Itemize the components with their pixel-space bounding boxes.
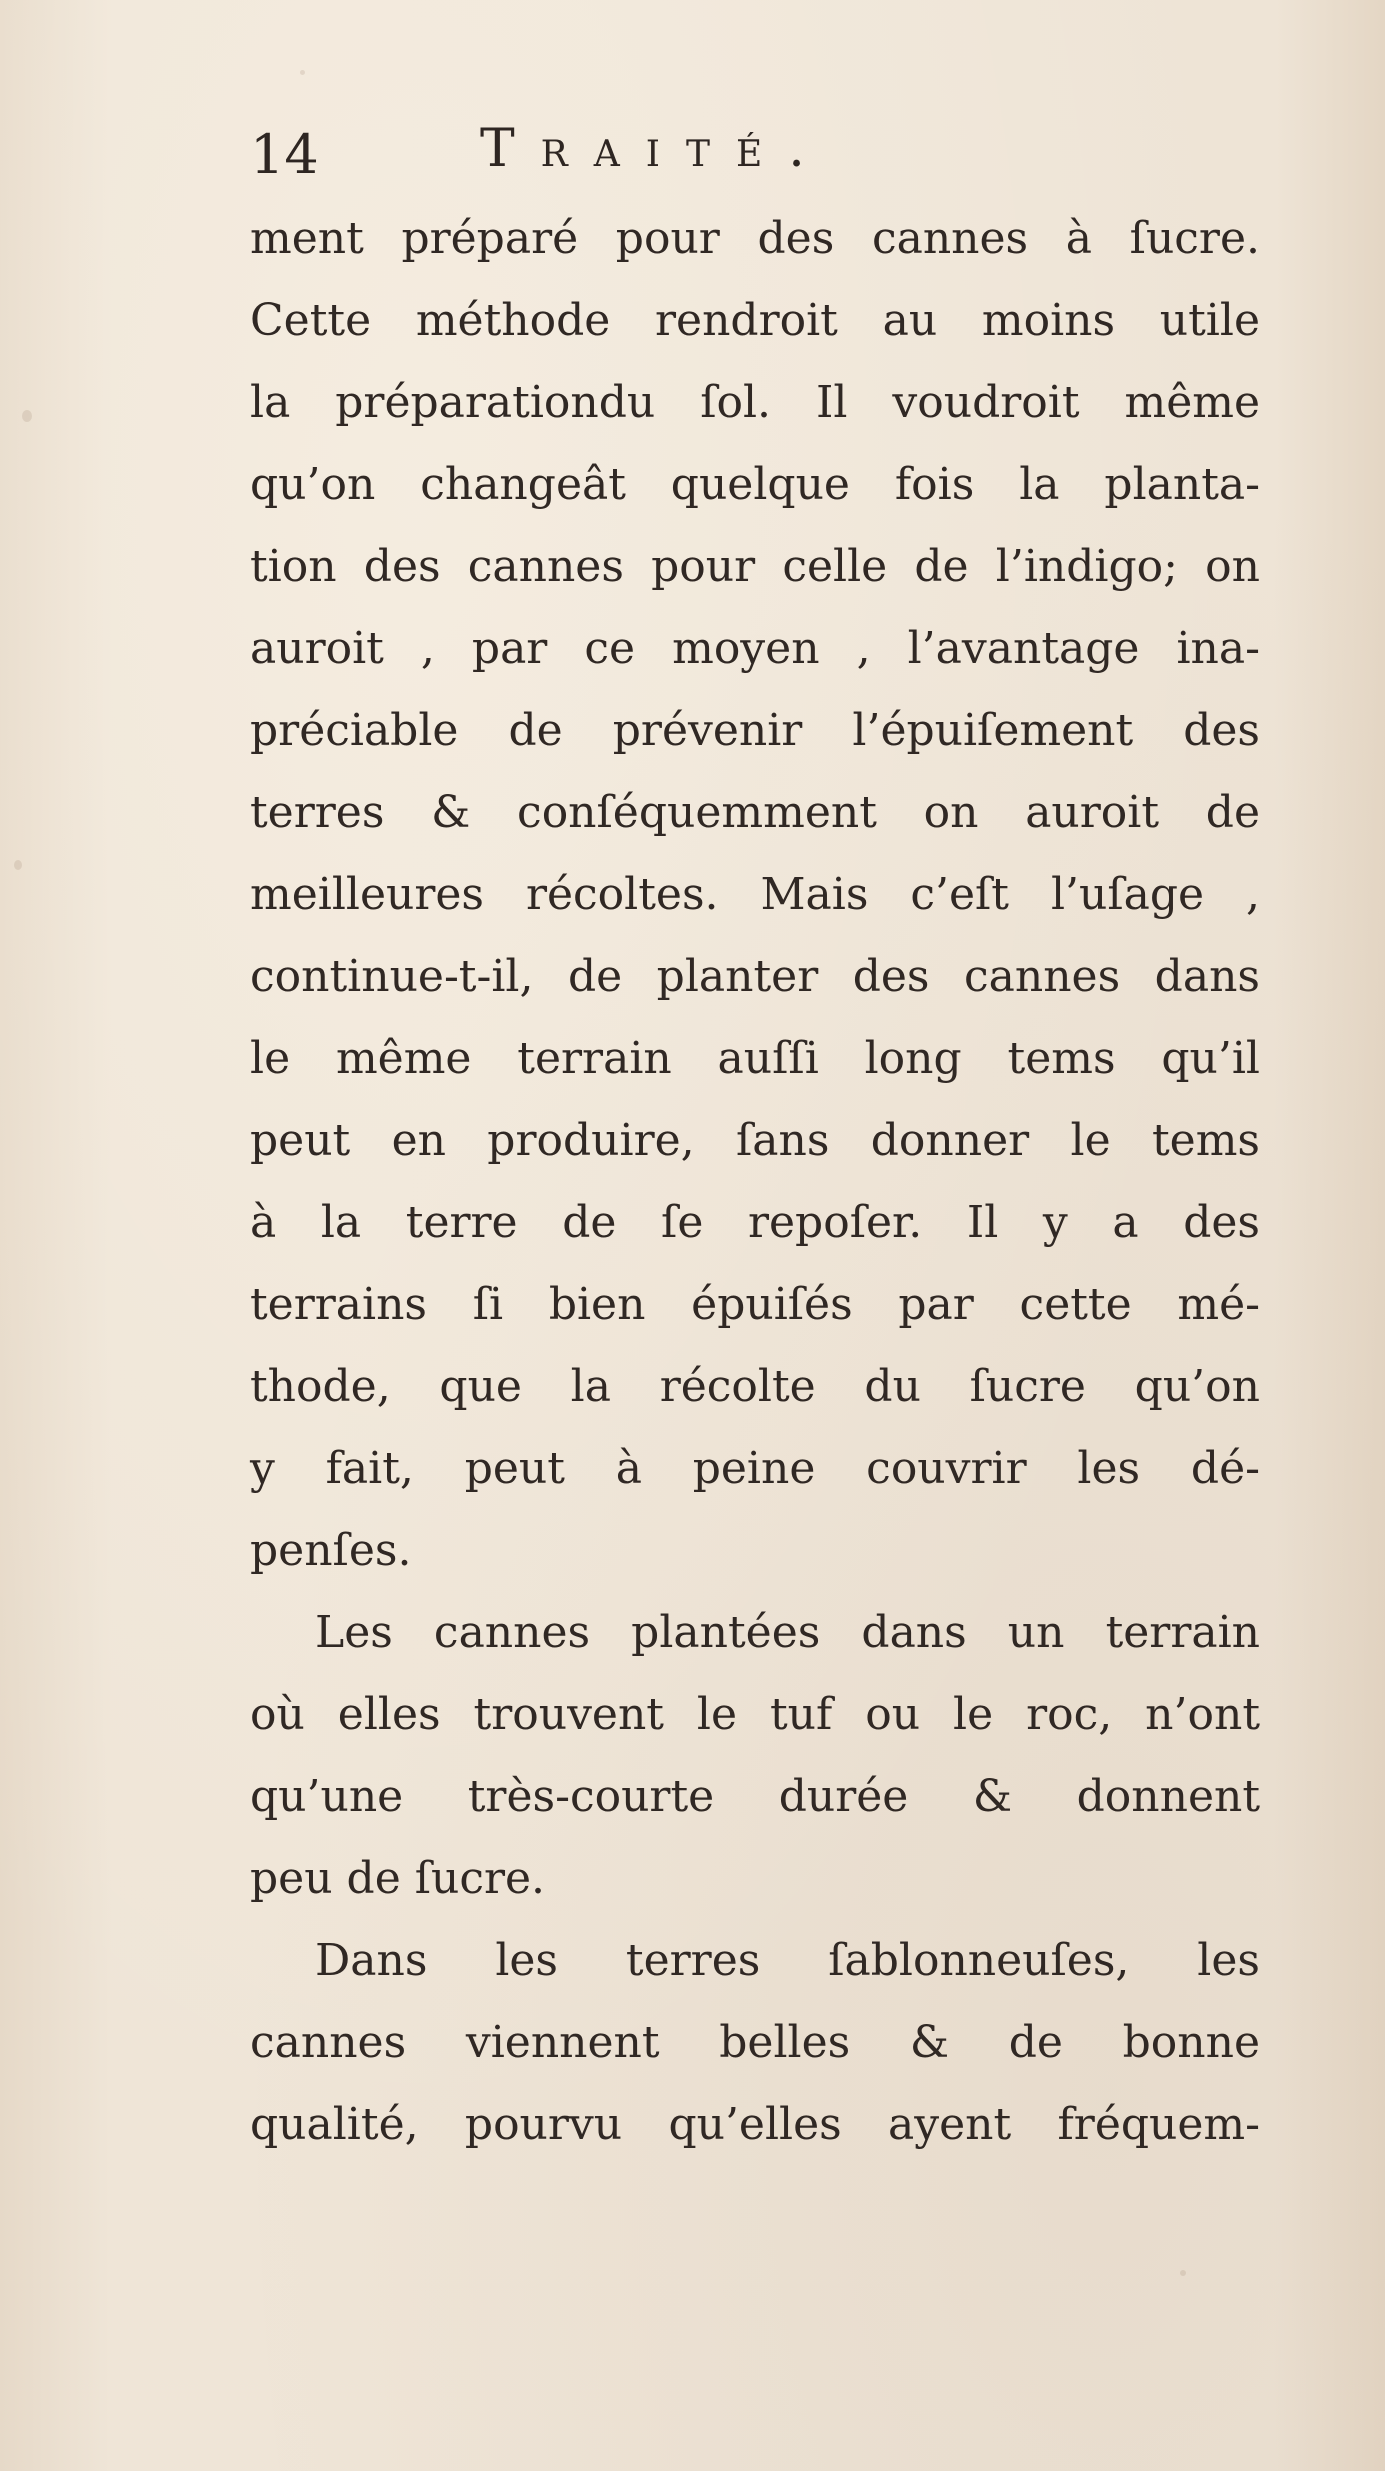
text-line: terrains ſi bien épuiſés par cette mé-: [250, 1279, 1260, 1330]
text-line: terres & conſéquemment on auroit de: [250, 787, 1260, 838]
text-line: peu de ſucre.: [250, 1853, 546, 1904]
text-line: le même terrain auſſi long tems qu’il: [250, 1033, 1260, 1084]
text-line: y fait, peut à peine couvrir les dé-: [250, 1443, 1260, 1494]
text-line: tion des cannes pour celle de l’indigo; on: [250, 541, 1260, 592]
foxing-spot: [14, 860, 22, 870]
text-line: qu’on changeât quelque fois la planta-: [250, 459, 1260, 510]
text-line: où elles trouvent le tuf ou le roc, n’ont: [250, 1689, 1260, 1740]
text-line: préciable de prévenir l’épuiſement des: [250, 705, 1260, 756]
text-line: Dans les terres ſablonneuſes, les: [315, 1935, 1260, 1986]
page-number: 14: [250, 123, 319, 186]
text-line: à la terre de ſe repoſer. Il y a des: [250, 1197, 1260, 1248]
foxing-spot: [22, 410, 32, 422]
text-line: qu’une très-courte durée & donnent: [250, 1771, 1260, 1822]
text-line: qualité, pourvu qu’elles ayent fréquem-: [250, 2099, 1260, 2150]
running-head: Traité.: [480, 119, 831, 179]
text-line: la préparationdu ſol. Il voudroit même: [250, 377, 1260, 428]
text-line: meilleures récoltes. Mais c’eſt l’uſage ,: [250, 869, 1260, 920]
text-line: thode, que la récolte du ſucre qu’on: [250, 1361, 1260, 1412]
body-text: [250, 198, 1260, 2166]
text-line: ment préparé pour des cannes à ſucre.: [250, 213, 1260, 264]
text-line: auroit , par ce moyen , l’avantage ina-: [250, 623, 1260, 674]
text-line: penſes.: [250, 1525, 412, 1576]
foxing-spot: [300, 70, 305, 75]
text-line: Cette méthode rendroit au moins utile: [250, 295, 1260, 346]
text-line: peut en produire, ſans donner le tems: [250, 1115, 1260, 1166]
text-line: Les cannes plantées dans un terrain: [315, 1607, 1260, 1658]
text-line: cannes viennent belles & de bonne: [250, 2017, 1260, 2068]
foxing-spot: [1180, 2270, 1186, 2276]
page-header: [250, 115, 1010, 195]
text-line: continue-t-il, de planter des cannes dans: [250, 951, 1260, 1002]
